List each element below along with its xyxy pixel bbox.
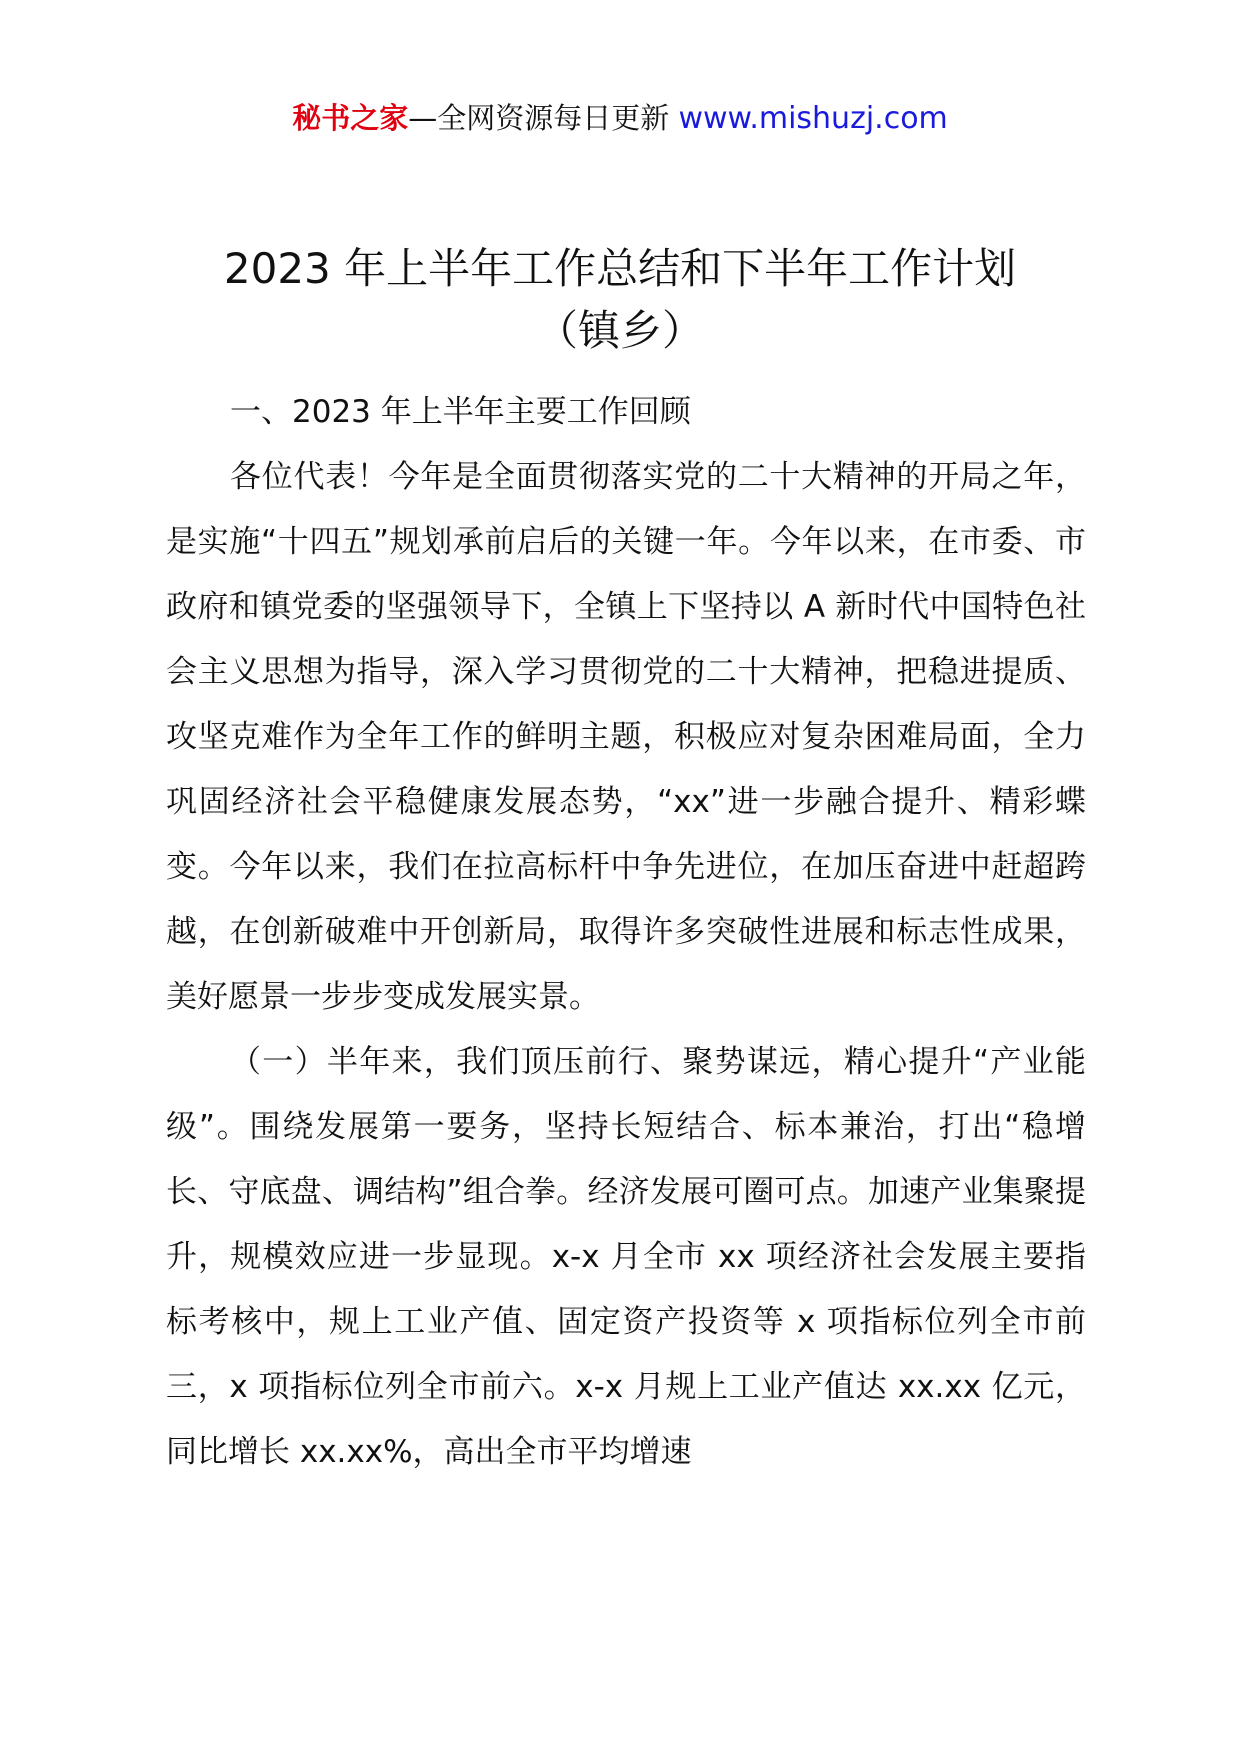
document-title-line-2: （镇乡） bbox=[535, 306, 704, 355]
document-title bbox=[0, 238, 1240, 362]
body-paragraph-2: （一）半年来，我们顶压前行、聚势谋远，精心提升“产业能级”。围绕发展第一要务，坚持长短结合、标本兼治，打出“稳增长、守底盘、调结构”组合拳。经济发展可圈可点。加速产业集聚提升，规模效应进一步显现。x-x 月全市 xx 项经济社会发展主要指标考核中，规上工业产值、固定资产投资等 x 项指标位列全市前三，x 项指标位列全市前六。x-x 月规上工业产值达 xx.xx 亿元，同比增长 xx.xx%，高出全市平均增速 bbox=[166, 1044, 1086, 1470]
site-header bbox=[0, 98, 1240, 139]
header-tagline: —全网资源每日更新 bbox=[408, 101, 670, 135]
section-heading: 一、2023 年上半年主要工作回顾 bbox=[230, 394, 691, 430]
document-body bbox=[166, 380, 1086, 1485]
website-link[interactable]: www.mishuzj.com bbox=[678, 101, 948, 136]
body-paragraph-1: 各位代表！今年是全面贯彻落实党的二十大精神的开局之年，是实施“十四五”规划承前启后的关键一年。今年以来，在市委、市政府和镇党委的坚强领导下，全镇上下坚持以 A 新时代中国特色社会主义思想为指导，深入学习贯彻党的二十大精神，把稳进提质、攻坚克难作为全年工作的鲜明主题，积极应对复杂困难局面，全力巩固经济社会平稳健康发展态势，“xx”进一步融合提升、精彩蝶变。今年以来，我们在拉高标杆中争先进位，在加压奋进中赶超跨越，在创新破难中开创新局，取得许多突破性进展和标志性成果，美好愿景一步步变成发展实景。 bbox=[166, 459, 1086, 1015]
brand-name: 秘书之家 bbox=[292, 101, 409, 135]
document-title-line-1: 2023 年上半年工作总结和下半年工作计划 bbox=[223, 244, 1017, 293]
